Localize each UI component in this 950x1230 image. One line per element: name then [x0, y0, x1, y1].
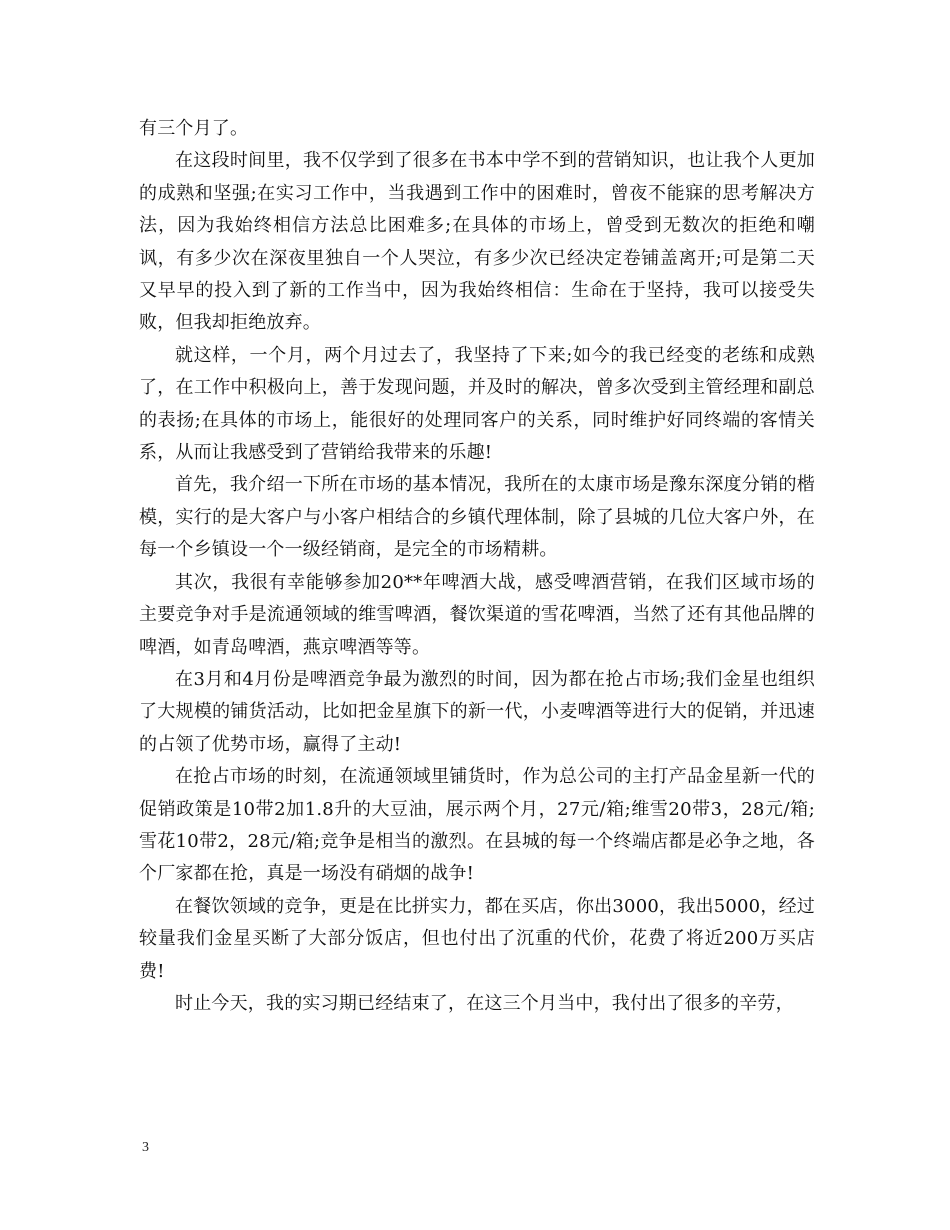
- page-number: 3: [142, 1140, 149, 1155]
- paragraph-2: 在这段时间里，我不仅学到了很多在书本中学不到的营销知识，也让我个人更加的成熟和坚强;在实习工作中，当我遇到工作中的困难时，曾夜不能寐的思考解决方法，因为我始终相信方法总比困难多;在具体的市场上，曾受到无数次的拒绝和嘲讽，有多少次在深夜里独自一个人哭泣，有多少次已经决定卷铺盖离开;可是第二天又早早的投入到了新的工作当中，因为我始终相信：生命在于坚持，我可以接受失败，但我却拒绝放弃。: [139, 150, 815, 334]
- paragraph-7: 在抢占市场的时刻，在流通领域里铺货时，作为总公司的主打产品金星新一代的促销政策是10带2加1.8升的大豆油，展示两个月，27元/箱;维雪20带3，28元/箱;雪花10带2，28元/箱;竞争是相当的激烈。在县城的每一个终端店都是必争之地，各个厂家都在抢，真是一场没有硝烟的战争!: [139, 766, 815, 885]
- paragraph-5: 其次，我很有幸能够参加20**年啤酒大战，感受啤酒营销，在我们区域市场的主要竞争对手是流通领域的维雪啤酒，餐饮渠道的雪花啤酒，当然了还有其他品牌的啤酒，如青岛啤酒，燕京啤酒等等。: [139, 571, 815, 658]
- paragraph-1: 有三个月了。: [139, 118, 249, 139]
- paragraph-8: 在餐饮领域的竞争，更是在比拼实力，都在买店，你出3000，我出5000，经过较量我们金星买断了大部分饭店，但也付出了沉重的代价，花费了将近200万买店费!: [139, 895, 815, 982]
- paragraph-6: 在3月和4月份是啤酒竞争最为激烈的时间，因为都在抢占市场;我们金星也组织了大规模的铺货活动，比如把金星旗下的新一代，小麦啤酒等进行大的促销，并迅速的占领了优势市场，赢得了主动!: [139, 668, 815, 755]
- paragraph-3: 就这样，一个月，两个月过去了，我坚持了下来;如今的我已经变的老练和成熟了，在工作中积极向上，善于发现问题，并及时的解决，曾多次受到主管经理和副总的表扬;在具体的市场上，能很好的处理同客户的关系，同时维护好同终端的客情关系，从而让我感受到了营销给我带来的乐趣!: [139, 344, 815, 464]
- body-text: [139, 113, 815, 1020]
- paragraph-4: 首先，我介绍一下所在市场的基本情况，我所在的太康市场是豫东深度分销的楷模，实行的是大客户与小客户相结合的乡镇代理体制，除了县城的几位大客户外，在每一个乡镇设一个一级经销商，是完全的市场精耕。: [139, 474, 815, 561]
- paragraph-9: 时止今天，我的实习期已经结束了，在这三个月当中，我付出了很多的辛劳，: [175, 992, 794, 1014]
